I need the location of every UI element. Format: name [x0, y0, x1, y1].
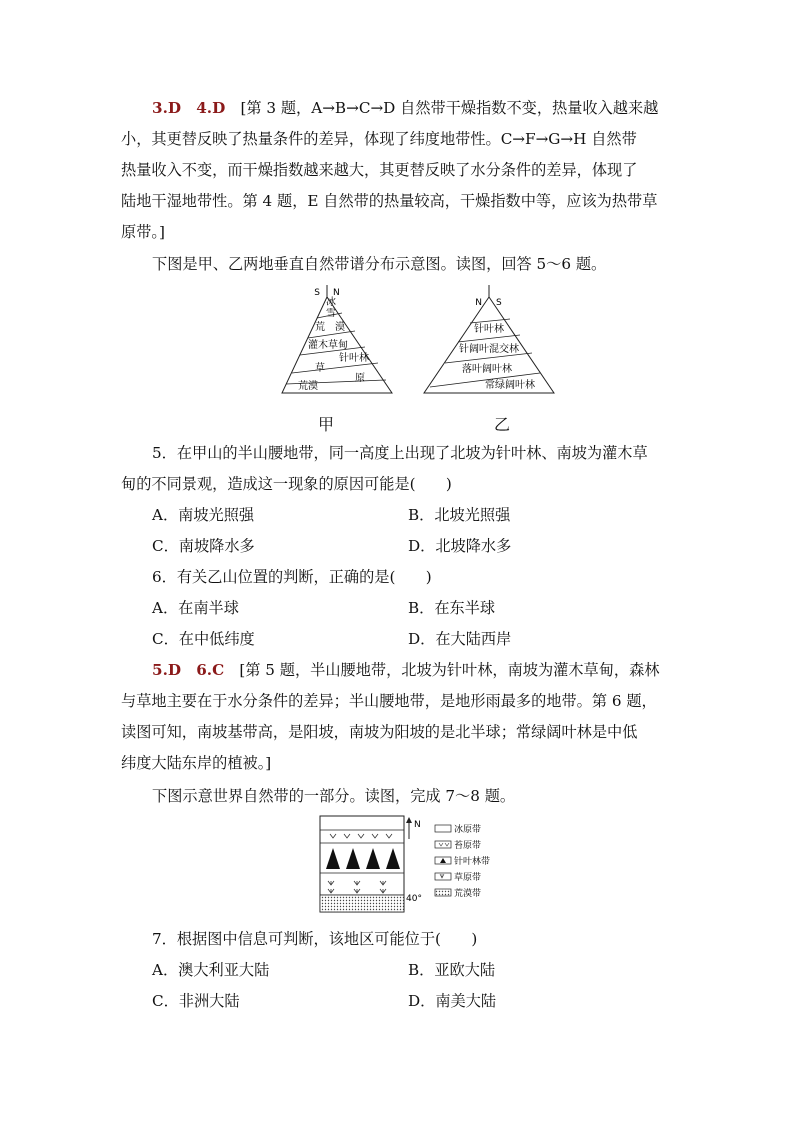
answer-paragraph-5-6 [152, 660, 659, 680]
question-5-option-a: A．南坡光照强 [152, 506, 255, 524]
caption-yi: 乙 [494, 415, 511, 434]
s-label: S [496, 298, 502, 308]
legend-label: 针叶林带 [454, 857, 491, 867]
zone-label: 针叶林 [474, 324, 504, 335]
legend-label: 苔原带 [454, 841, 482, 851]
figure-intro: 下图是甲、乙两地垂直自然带谱分布示意图。读图，回答 5～6 题。 [152, 255, 607, 273]
question-5-option-d: D．北坡降水多 [408, 537, 512, 555]
question-5-stem-cont: 甸的不同景观，造成这一现象的原因可能是( ) [121, 475, 452, 493]
zone-label: 灌木草甸 [308, 340, 348, 351]
answer-paragraph-3-4 [152, 98, 658, 118]
text-line: 陆地干湿地带性。第 4 题，E 自然带的热量较高，干燥指数中等，应该为热带草 [121, 192, 658, 210]
legend-label: 荒漠带 [454, 889, 482, 899]
question-6-option-d: D．在大陆西岸 [408, 630, 512, 648]
question-7-option-c: C．非洲大陆 [152, 992, 240, 1010]
north-arrow-icon [406, 817, 421, 839]
zone-label: 针叶林 [339, 353, 369, 364]
question-5-option-b: B．北坡光照强 [408, 506, 511, 524]
question-7-option-d: D．南美大陆 [408, 992, 497, 1010]
n-label: N [333, 288, 340, 298]
zone-label: 荒漠 [298, 381, 318, 392]
text-line: 原带。] [121, 223, 165, 241]
question-6-stem: 6．有关乙山位置的判断，正确的是( ) [152, 568, 432, 586]
n-label: N [475, 298, 482, 308]
answer-key: 3.D 4.D [152, 99, 226, 117]
answer-key: 5.D 6.C [152, 661, 225, 679]
mountain-jia [282, 285, 392, 393]
legend-label: 冰原带 [454, 825, 482, 835]
question-6-option-b: B．在东半球 [408, 599, 496, 617]
natural-zones-figure [318, 815, 518, 917]
zone-label: 常绿阔叶林 [485, 380, 535, 391]
zone-label: 落叶阔叶林 [462, 364, 512, 375]
mountain-yi [424, 285, 554, 393]
explanation-text: [第 3 题，A→B→C→D 自然带干燥指数不变，热量收入越来越 [225, 99, 659, 117]
legend [435, 823, 490, 899]
text-line: 纬度大陆东岸的植被。] [121, 754, 272, 772]
zone-strip [320, 816, 404, 912]
zone-label: 雪 [326, 308, 336, 319]
explanation-text: [第 5 题，半山腰地带，北坡为针叶林，南坡为灌木草甸，森林 [224, 661, 660, 679]
legend-label: 草原带 [454, 873, 482, 883]
zone-label: 荒 漠 [315, 322, 345, 333]
question-6-option-a: A．在南半球 [152, 599, 239, 617]
zone-label: 原 [355, 373, 365, 384]
zone-label: 草 [315, 363, 325, 374]
question-7-stem: 7．根据图中信息可判断，该地区可能位于( ) [152, 930, 478, 948]
figure-intro: 下图示意世界自然带的一部分。读图，完成 7～8 题。 [152, 787, 516, 805]
latitude-label: 40° [406, 894, 422, 904]
question-5-option-c: C．南坡降水多 [152, 537, 255, 555]
svg-text:N: N [414, 820, 421, 830]
question-7-option-b: B．亚欧大陆 [408, 961, 496, 979]
text-line: 小，其更替反映了热量条件的差异，体现了纬度地带性。C→F→G→H 自然带 [121, 130, 637, 148]
text-line: 热量收入不变，而干燥指数越来越大，其更替反映了水分条件的差异，体现了 [121, 161, 638, 179]
vertical-zonation-figure [270, 283, 560, 403]
zone-label: 冰 [326, 297, 336, 308]
s-label: S [314, 288, 320, 298]
question-7-option-a: A．澳大利亚大陆 [152, 961, 270, 979]
text-line: 与草地主要在于水分条件的差异；半山腰地带，是地形雨最多的地带。第 6 题， [121, 692, 657, 710]
question-6-option-c: C．在中低纬度 [152, 630, 255, 648]
zone-label: 针阔叶混交林 [459, 344, 519, 355]
text-line: 读图可知，南坡基带高，是阳坡，南坡为阳坡的是北半球；常绿阔叶林是中低 [121, 723, 638, 741]
caption-jia: 甲 [318, 415, 335, 434]
question-5-stem: 5．在甲山的半山腰地带，同一高度上出现了北坡为针叶林、南坡为灌木草 [152, 444, 648, 462]
